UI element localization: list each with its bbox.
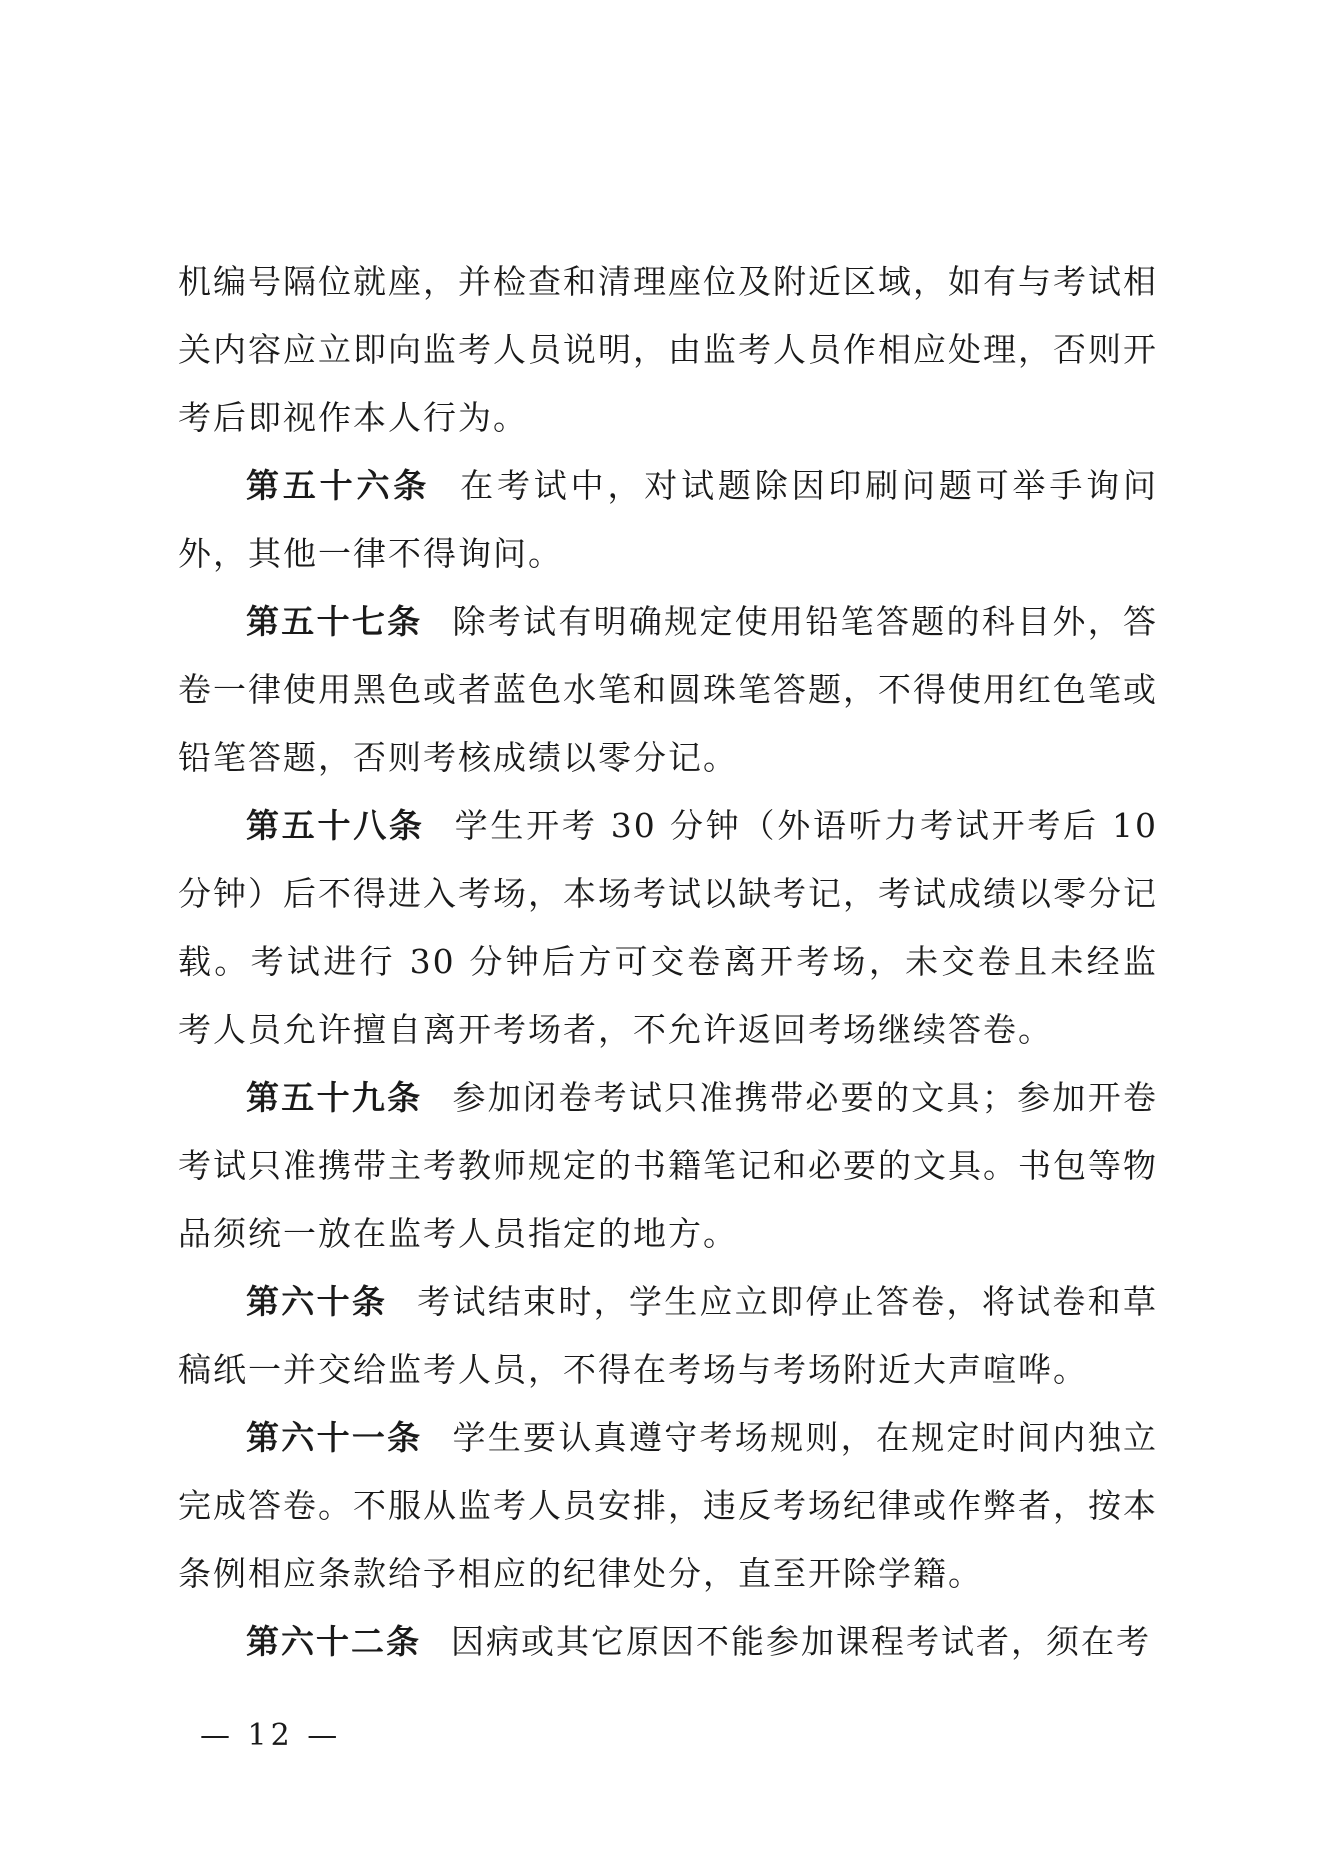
article-text: 因病或其它原因不能参加课程考试者，须在考 [451, 1622, 1151, 1661]
article-58 [178, 792, 1158, 1064]
article-number: 第六十一条 [246, 1418, 423, 1457]
article-number: 第五十九条 [246, 1078, 423, 1117]
article-number: 第五十七条 [246, 602, 423, 641]
page-number: — 12 — [200, 1718, 342, 1753]
article-number: 第六十二条 [246, 1622, 421, 1661]
paragraph-text: 机编号隔位就座，并检查和清理座位及附近区域，如有与考试相关内容应立即向监考人员说明，由监考人员作相应处理，否则开考后即视作本人行为。 [178, 262, 1158, 437]
article-number: 第六十条 [246, 1282, 388, 1321]
article-62 [178, 1608, 1158, 1676]
article-text: 学生要认真遵守考场规则，在规定时间内独立完成答卷。不服从监考人员安排，违反考场纪律或作弊者，按本条例相应条款给予相应的纪律处分，直至开除学籍。 [178, 1418, 1159, 1593]
article-56 [178, 452, 1158, 588]
article-57 [178, 588, 1158, 792]
article-61 [178, 1404, 1158, 1608]
article-59 [178, 1064, 1158, 1268]
article-number: 第五十八条 [246, 806, 425, 845]
article-text: 在考试中，对试题除因印刷问题可举手询问外，其他一律不得询问。 [178, 466, 1159, 573]
paragraph-continuation [178, 248, 1158, 452]
article-text: 除考试有明确规定使用铅笔答题的科目外，答卷一律使用黑色或者蓝色水笔和圆珠笔答题，不得使用红色笔或铅笔答题，否则考核成绩以零分记。 [178, 602, 1159, 777]
article-text: 参加闭卷考试只准携带必要的文具；参加开卷考试只准携带主考教师规定的书籍笔记和必要的文具。书包等物品须统一放在监考人员指定的地方。 [178, 1078, 1159, 1253]
document-body [178, 248, 1158, 1676]
article-text: 学生开考 30 分钟（外语听力考试开考后 10 分钟）后不得进入考场，本场考试以缺考记，考试成绩以零分记载。考试进行 30 分钟后方可交卷离开考场，未交卷且未经监考人员允许擅自离开考场者，不允许返回考场继续答卷。 [178, 806, 1158, 1049]
article-60 [178, 1268, 1158, 1404]
article-text: 考试结束时，学生应立即停止答卷，将试卷和草稿纸一并交给监考人员，不得在考场与考场附近大声喧哗。 [178, 1282, 1159, 1389]
article-number: 第五十六条 [246, 466, 431, 505]
